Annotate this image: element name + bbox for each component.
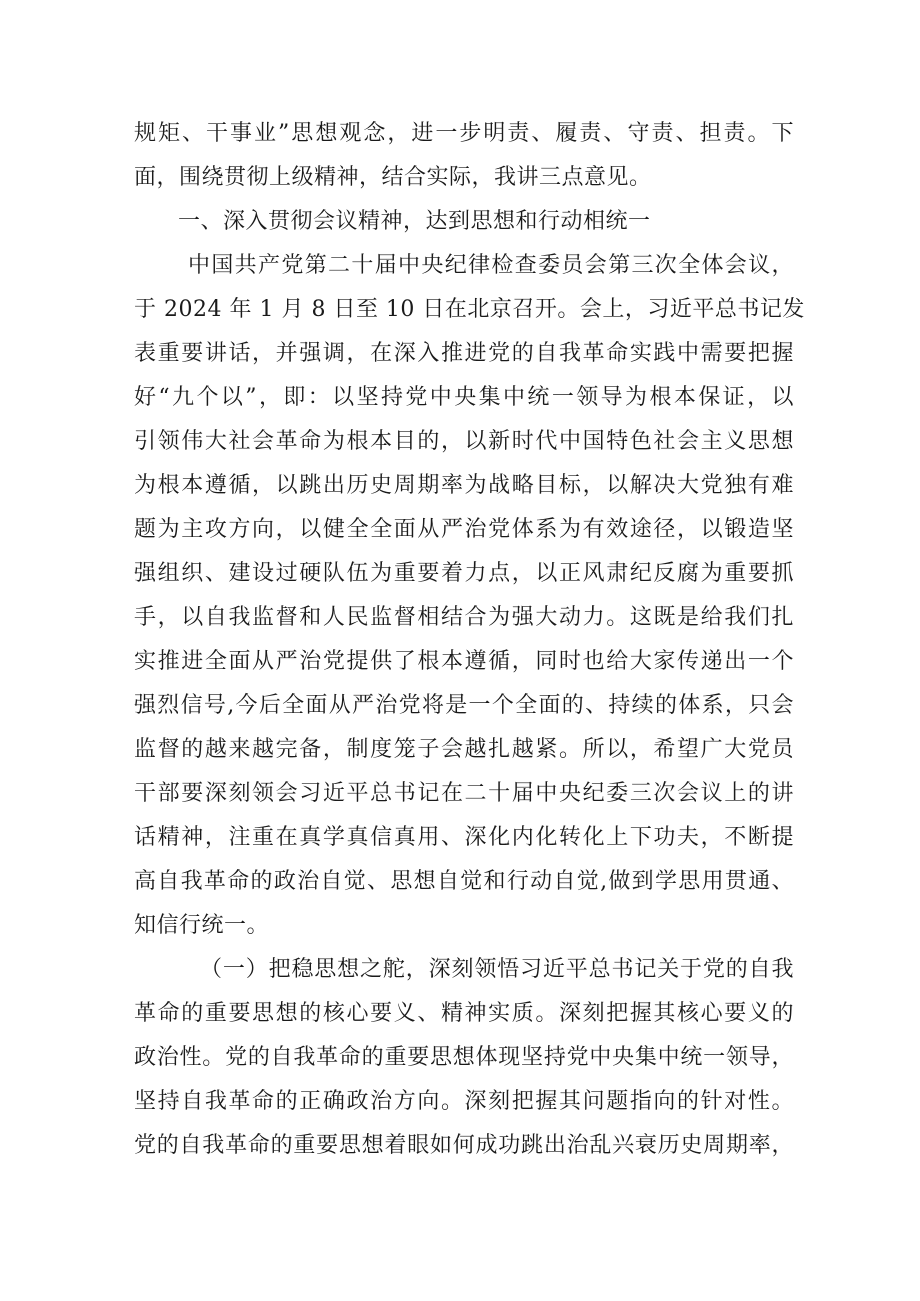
text-line-2: 面，围绕贯彻上级精神，结合实际，我讲三点意见。 [134, 165, 652, 190]
text-line-8: 引领伟大社会革命为根本目的，以新时代中国特色社会主义思想 [134, 429, 794, 454]
text-line-19: 知信行统一。 [134, 913, 270, 938]
text-line-5: 于 2024 年 1 月 8 日至 10 日在北京召开。会上，习近平总书记发 [134, 297, 805, 322]
text-line-22: 政治性。党的自我革命的重要思想体现坚持党中央集中统一领导， [134, 1045, 794, 1070]
text-line-24: 党的自我革命的重要思想着眼如何成功跳出治乱兴衰历史周期率， [134, 1133, 794, 1158]
text-line-1: 规矩、干事业”思想观念，进一步明责、履责、守责、担责。下 [134, 121, 794, 146]
text-line-6: 表重要讲话，并强调，在深入推进党的自我革命实践中需要把握 [134, 341, 794, 366]
text-line-21: 革命的重要思想的核心要义、精神实质。深刻把握其核心要义的 [134, 1001, 794, 1026]
text-line-14: 强烈信号,今后全面从严治党将是一个全面的、持续的体系，只会 [134, 693, 794, 718]
text-line-18: 高自我革命的政治自觉、思想自觉和行动自觉,做到学思用贯通、 [134, 869, 794, 894]
section-heading: 一、深入贯彻会议精神，达到思想和行动相统一 [178, 209, 651, 234]
text-line-11: 强组织、建设过硬队伍为重要着力点，以正风肃纪反腐为重要抓 [134, 561, 794, 586]
text-line-12: 手，以自我监督和人民监督相结合为强大动力。这既是给我们扎 [134, 605, 794, 630]
text-line-15: 监督的越来越完备，制度笼子会越扎越紧。所以，希望广大党员 [134, 737, 794, 762]
text-line-10: 题为主攻方向，以健全全面从严治党体系为有效途径，以锻造坚 [134, 517, 794, 542]
text-line-17: 话精神，注重在真学真信真用、深化内化转化上下功夫，不断提 [134, 825, 794, 850]
text-line-9: 为根本遵循，以跳出历史周期率为战略目标，以解决大党独有难 [134, 473, 794, 498]
text-line-4: 中国共产党第二十届中央纪律检查委员会第三次全体会议， [188, 253, 794, 278]
text-line-23: 坚持自我革命的正确政治方向。深刻把握其问题指向的针对性。 [134, 1089, 794, 1114]
text-line-16: 干部要深刻领会习近平总书记在二十届中央纪委三次会议上的讲 [134, 781, 794, 806]
subsection-line-1: （一）把稳思想之舵，深刻领悟习近平总书记关于党的自我 [200, 957, 794, 982]
text-line-13: 实推进全面从严治党提供了根本遵循，同时也给大家传递出一个 [134, 649, 794, 674]
text-line-7: 好“九个以”，即：以坚持党中央集中统一领导为根本保证，以 [134, 385, 794, 410]
